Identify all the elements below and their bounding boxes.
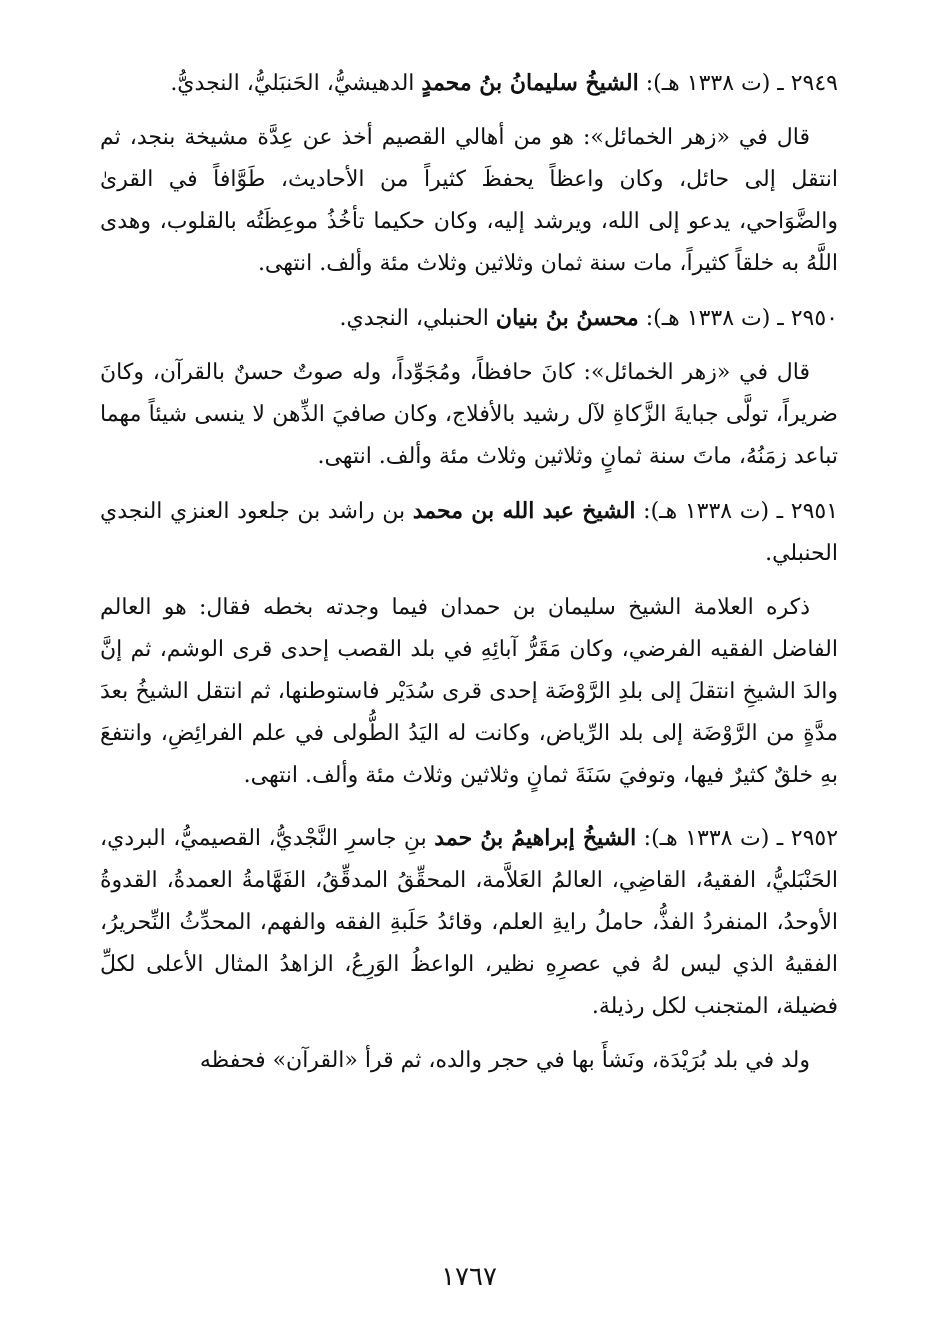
entry-heading-rest: بنِ جاسرِ النَّجْديُّ، القصيميُّ، البردي، الحَنْبَليُّ، الفقيهُ، القاضِي، العالمُ العَلاَّمة، المحقِّقُ المدقِّقُ، الفَهَّامةُ العمدةُ، القدوةُ الأوحدُ، المنفردُ الفذُّ، حاملُ رايةِ العلم، وقائدُ حَلَبةِ الفقه والفهم، المحدِّثُ النِّحريرُ، الفقيهُ الذي ليس لهُ في عصرِهِ نظير، الواعظُ الوَرِعُ، الزاهدُ المثال الأعلى لكلِّ فضيلة، المتجنب لكل رذيلة. (100, 826, 838, 1019)
entry-body-paragraph: ذكره العلامة الشيخ سليمان بن حمدان فيما وجدته بخطه فقال: هو العالم الفاضل الفقيه الفرضي، وكان مَقَرُّ آبائِهِ في بلد القصب إحدى قرى الوشم، ثم إنَّ والدَ الشيخِ انتقلَ إلى بلدِ الرَّوْضَة إحدى قرى سُدَيْر فاستوطنها، ثم انتقل الشيخُ بعدَ مدَّةٍ من الرَّوْضَة إلى بلد الرِّياض، وكانت له اليَدُ الطُّولى في علم الفرائِضِ، وانتفعَ بهِ خلقٌ كثيرٌ فيها، وتوفيَ سَنَةَ ثمانٍ وثلاثين وثلاث مئة وألف. انتهى. (100, 595, 838, 788)
entry-heading-2949 (100, 62, 838, 105)
entry-number: ٢٩٥٠ ـ (ت ١٣٣٨ هـ): (638, 306, 838, 331)
entry-heading-2952 (100, 817, 838, 1028)
entry-number: ٢٩٥١ ـ (ت ١٣٣٨ هـ): (635, 499, 839, 524)
entry-number: ٢٩٥٢ ـ (ت ١٣٣٨ هـ): (636, 826, 839, 851)
entry-name-bold: الشيخ عبد الله بن محمد (412, 498, 636, 524)
entry-body-paragraph: قال في «زهر الخمائل»: كانَ حافظاً، ومُجَوِّداً، وله صوتٌ حسنٌ بالقرآن، وكانَ ضريراً، تولَّى جبايةَ الزَّكاةِ لآل رشيد بالأفلاج، وكان صافيَ الذِّهن لا ينسى شيئاً مهما تباعد زمَنُهُ، ماتَ سنة ثمانٍ وثلاثين وثلاث مئة وألف. انتهى. (100, 360, 838, 469)
entry-name-bold: محسنُ بنُ بنيان (495, 305, 639, 331)
entry-name-bold: الشيخُ إبراهيمُ بنُ حمد (434, 825, 637, 851)
entry-body-paragraph: قال في «زهر الخمائل»: هو من أهالي القصيم أخذ عن عِدَّة مشيخة بنجد، ثم انتقل إلى حائل، وكان واعظاً يحفظَ كثيراً من الأحاديث، طَوَّافاً في القرىٰ والضَّوَاحي، يدعو إلى الله، ويرشد إليه، وكان حكيما تأخُذُ موعِظَتُه بالقلوب، وهدى اللَّهُ به خلقاً كثيراً، مات سنة ثمان وثلاثين وثلاث مئة وألف. انتهى. (100, 125, 838, 276)
document-page (100, 62, 838, 1337)
entry-heading-rest: بن راشد بن جلعود العنزي النجدي الحنبلي. (100, 499, 838, 566)
entry-body-paragraph: ولد في بلد بُرَيْدَة، ونَشأَ بها في حجر والده، ثم قرأ «القرآن» فحفظه (199, 1048, 810, 1073)
entry-heading-rest: الحنبلي، النجدي. (339, 306, 496, 331)
entry-number: ٢٩٤٩ ـ (ت ١٣٣٨ هـ): (638, 71, 838, 96)
entry-heading-rest: الدهيشيُّ، الحَنبَليُّ، النجديُّ. (170, 71, 422, 96)
page-number: ١٧٦٧ (441, 1262, 497, 1292)
entry-heading-2950 (100, 297, 838, 340)
entry-name-bold: الشيخُ سليمانُ بنُ محمدٍ (421, 70, 639, 96)
entry-heading-2951 (100, 490, 838, 575)
